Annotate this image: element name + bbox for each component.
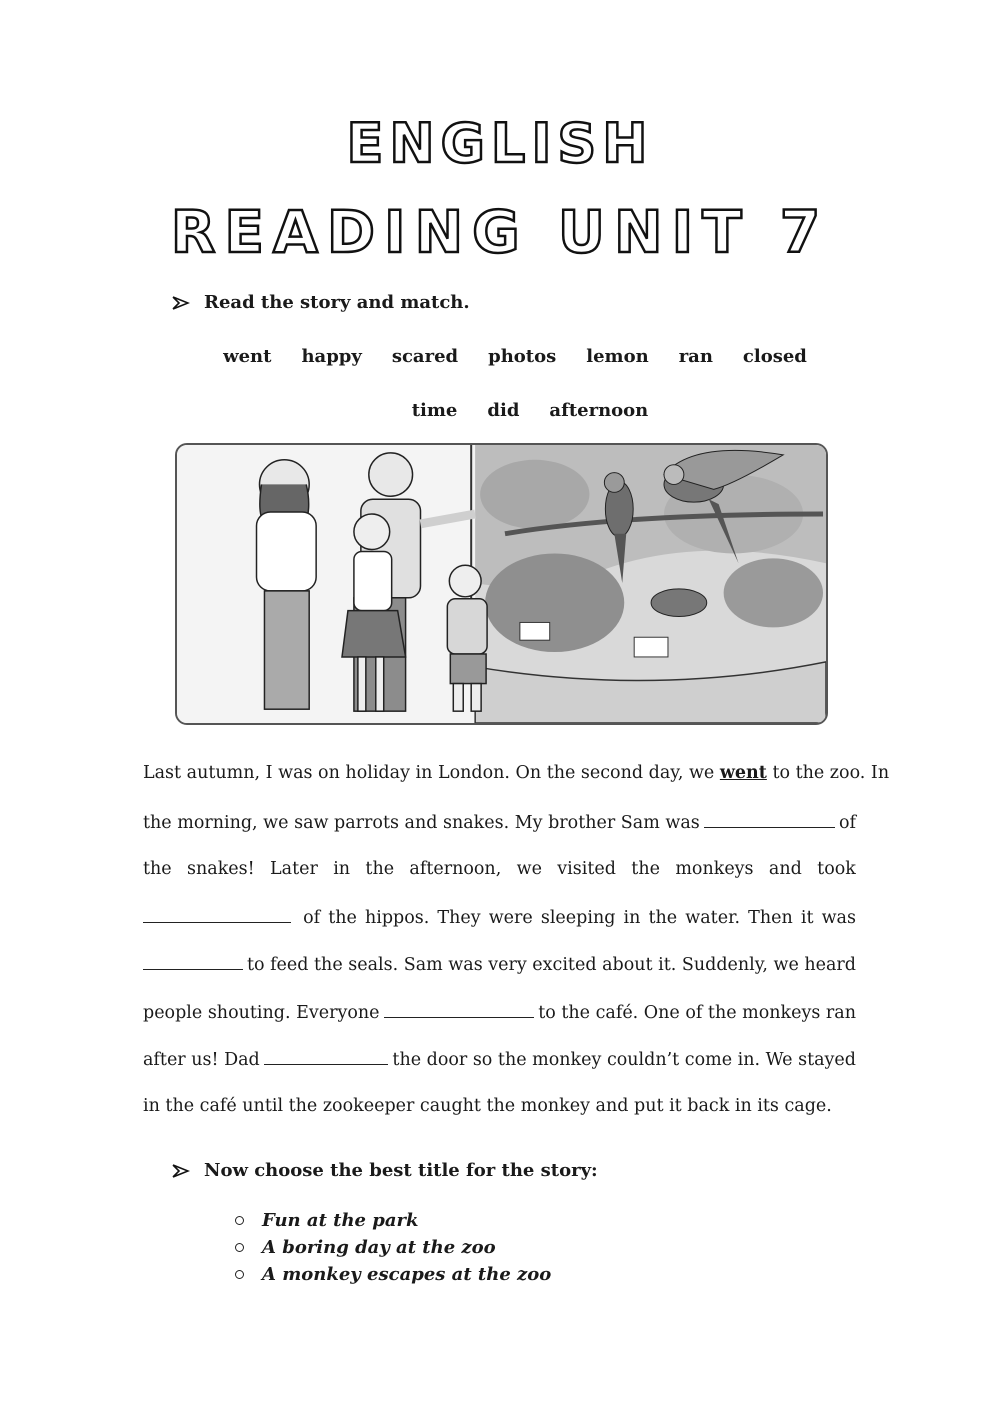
story-text-segment: the morning, we saw parrots and snakes. My brother Sam was — [143, 813, 700, 833]
word-bank-item: ran — [678, 346, 713, 367]
story-word: of — [303, 908, 321, 928]
story-text-segment: of — [838, 813, 856, 833]
title-options-list — [233, 1207, 551, 1288]
answer-blank-4[interactable] — [384, 1002, 535, 1018]
story-word: in — [623, 908, 641, 928]
example-answer: went — [719, 763, 767, 783]
arrow-bullet-icon — [172, 296, 190, 310]
word-bank-item: did — [487, 400, 520, 421]
story-word: monkeys — [675, 859, 754, 879]
story-word: the — [328, 908, 357, 928]
story-text-segment: to feed the seals. Sam was very excited about it. Suddenly, we heard — [246, 955, 856, 975]
instruction-read-match — [172, 292, 470, 313]
word-bank-item: afternoon — [549, 400, 649, 421]
story-line-8 — [143, 1096, 856, 1120]
story-text-segment: in the café until the zookeeper caught the monkey and put it back in its cage. — [143, 1096, 832, 1116]
story-text-segment: people shouting. Everyone — [143, 1003, 380, 1023]
word-bank-item: photos — [488, 346, 557, 367]
story-word: the — [143, 859, 172, 879]
title-option[interactable] — [233, 1207, 551, 1234]
story-text-segment: to the café. One of the monkeys ran — [538, 1003, 856, 1023]
story-word: hippos. — [364, 908, 430, 928]
story-line-4 — [143, 907, 856, 931]
word-bank-item: scared — [391, 346, 459, 367]
story-word: water. — [685, 908, 741, 928]
story-line-7 — [143, 1049, 856, 1073]
story-line-1 — [143, 763, 890, 787]
circle-bullet-icon — [235, 1270, 244, 1279]
story-word: sleeping — [540, 908, 616, 928]
title-option-label: Fun at the park — [262, 1210, 419, 1231]
story-text-segment: to the zoo. In — [772, 763, 890, 783]
answer-blank-5[interactable] — [264, 1049, 389, 1065]
story-word: the — [648, 908, 678, 928]
story-word: took — [817, 859, 856, 879]
word-bank-item: time — [411, 400, 458, 421]
story-word: They — [437, 908, 481, 928]
story-line-5 — [143, 954, 856, 978]
story-word: Later — [270, 859, 318, 879]
worksheet-title-line1: ENGLISH — [346, 112, 654, 175]
story-word: we — [516, 859, 542, 879]
story-word: afternoon, — [409, 859, 502, 879]
story-word: the — [365, 859, 395, 879]
circle-bullet-icon — [235, 1243, 244, 1252]
story-word: visited — [557, 859, 616, 879]
word-bank-row-1 — [0, 346, 1000, 367]
answer-blank-2[interactable] — [143, 907, 291, 923]
story-text-segment: the door so the monkey couldn’t come in. We stayed — [392, 1050, 856, 1070]
title-option[interactable] — [233, 1261, 551, 1288]
story-line-6 — [143, 1002, 856, 1026]
story-word: the — [631, 859, 660, 879]
word-bank-item: went — [223, 346, 272, 367]
word-bank-item: lemon — [586, 346, 649, 367]
story-line-3 — [143, 859, 856, 883]
title-option-label: A monkey escapes at the zoo — [262, 1264, 552, 1285]
instruction-text: Read the story and match. — [204, 292, 470, 313]
answer-blank-3[interactable] — [143, 954, 243, 970]
word-bank-row-2 — [0, 400, 1000, 421]
story-line-2 — [143, 812, 856, 836]
title-option-label: A boring day at the zoo — [262, 1237, 496, 1258]
story-word: were — [488, 908, 533, 928]
story-text-segment: after us! Dad — [143, 1050, 260, 1070]
answer-blank-1[interactable] — [704, 812, 835, 828]
circle-bullet-icon — [235, 1216, 244, 1225]
worksheet-title-line2: READING UNIT 7 — [170, 198, 830, 266]
story-word: snakes! — [187, 859, 255, 879]
title-option[interactable] — [233, 1234, 551, 1261]
story-word: was — [821, 908, 856, 928]
story-word: it — [800, 908, 814, 928]
zoo-family-illustration — [175, 443, 828, 725]
story-text-segment: Last autumn, I was on holiday in London. On the second day, we — [143, 763, 715, 783]
word-bank-item: closed — [742, 346, 807, 367]
story-word: in — [333, 859, 351, 879]
story-word: Then — [748, 908, 793, 928]
instruction-choose-title — [172, 1160, 598, 1181]
arrow-bullet-icon — [172, 1164, 190, 1178]
instruction-text: Now choose the best title for the story: — [204, 1160, 598, 1181]
story-word: and — [768, 859, 802, 879]
word-bank-item: happy — [301, 346, 362, 367]
